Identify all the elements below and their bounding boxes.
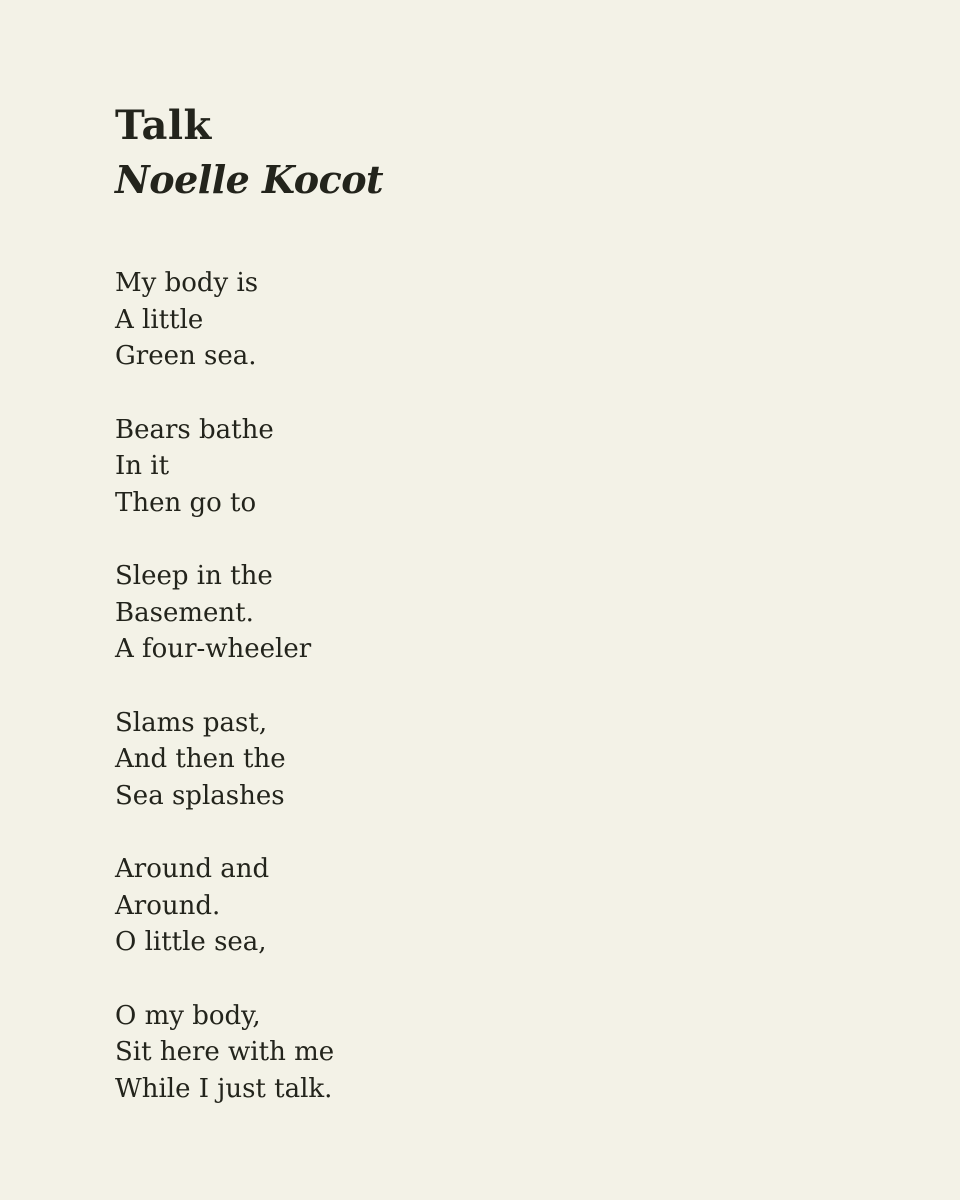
poem-line: Green sea. (115, 341, 257, 371)
poem-line: O little sea, (115, 927, 267, 957)
poem-line: A little (115, 304, 204, 335)
poem-line: Then go to (115, 487, 257, 518)
poem-line: Around and (115, 854, 270, 884)
stanza-2 (115, 412, 960, 522)
poem-line: Around. (115, 890, 221, 921)
poem-line: And then the (115, 744, 286, 774)
stanza-1 (115, 265, 960, 375)
poem-title: Talk (115, 102, 212, 149)
poem-line: In it (115, 451, 170, 481)
poem-line: A four-wheeler (115, 634, 312, 664)
stanza-5 (115, 851, 960, 961)
stanza-6 (115, 998, 960, 1108)
poem-line: Basement. (115, 597, 254, 628)
stanza-3 (115, 558, 960, 668)
stanza-4 (115, 705, 960, 815)
poem-line: Sea splashes (115, 780, 285, 811)
poem-line: My body is (115, 268, 259, 298)
poem-line: Slams past, (115, 707, 268, 738)
poem-line: O my body, (115, 1000, 261, 1031)
poem-body (115, 265, 960, 1107)
poem-line: Sit here with me (115, 1037, 335, 1067)
poem-line: Bears bathe (115, 414, 274, 445)
poem-line: While I just talk. (115, 1073, 333, 1104)
poem-line: Sleep in the (115, 561, 273, 591)
poem-author: Noelle Kocot (115, 157, 384, 202)
